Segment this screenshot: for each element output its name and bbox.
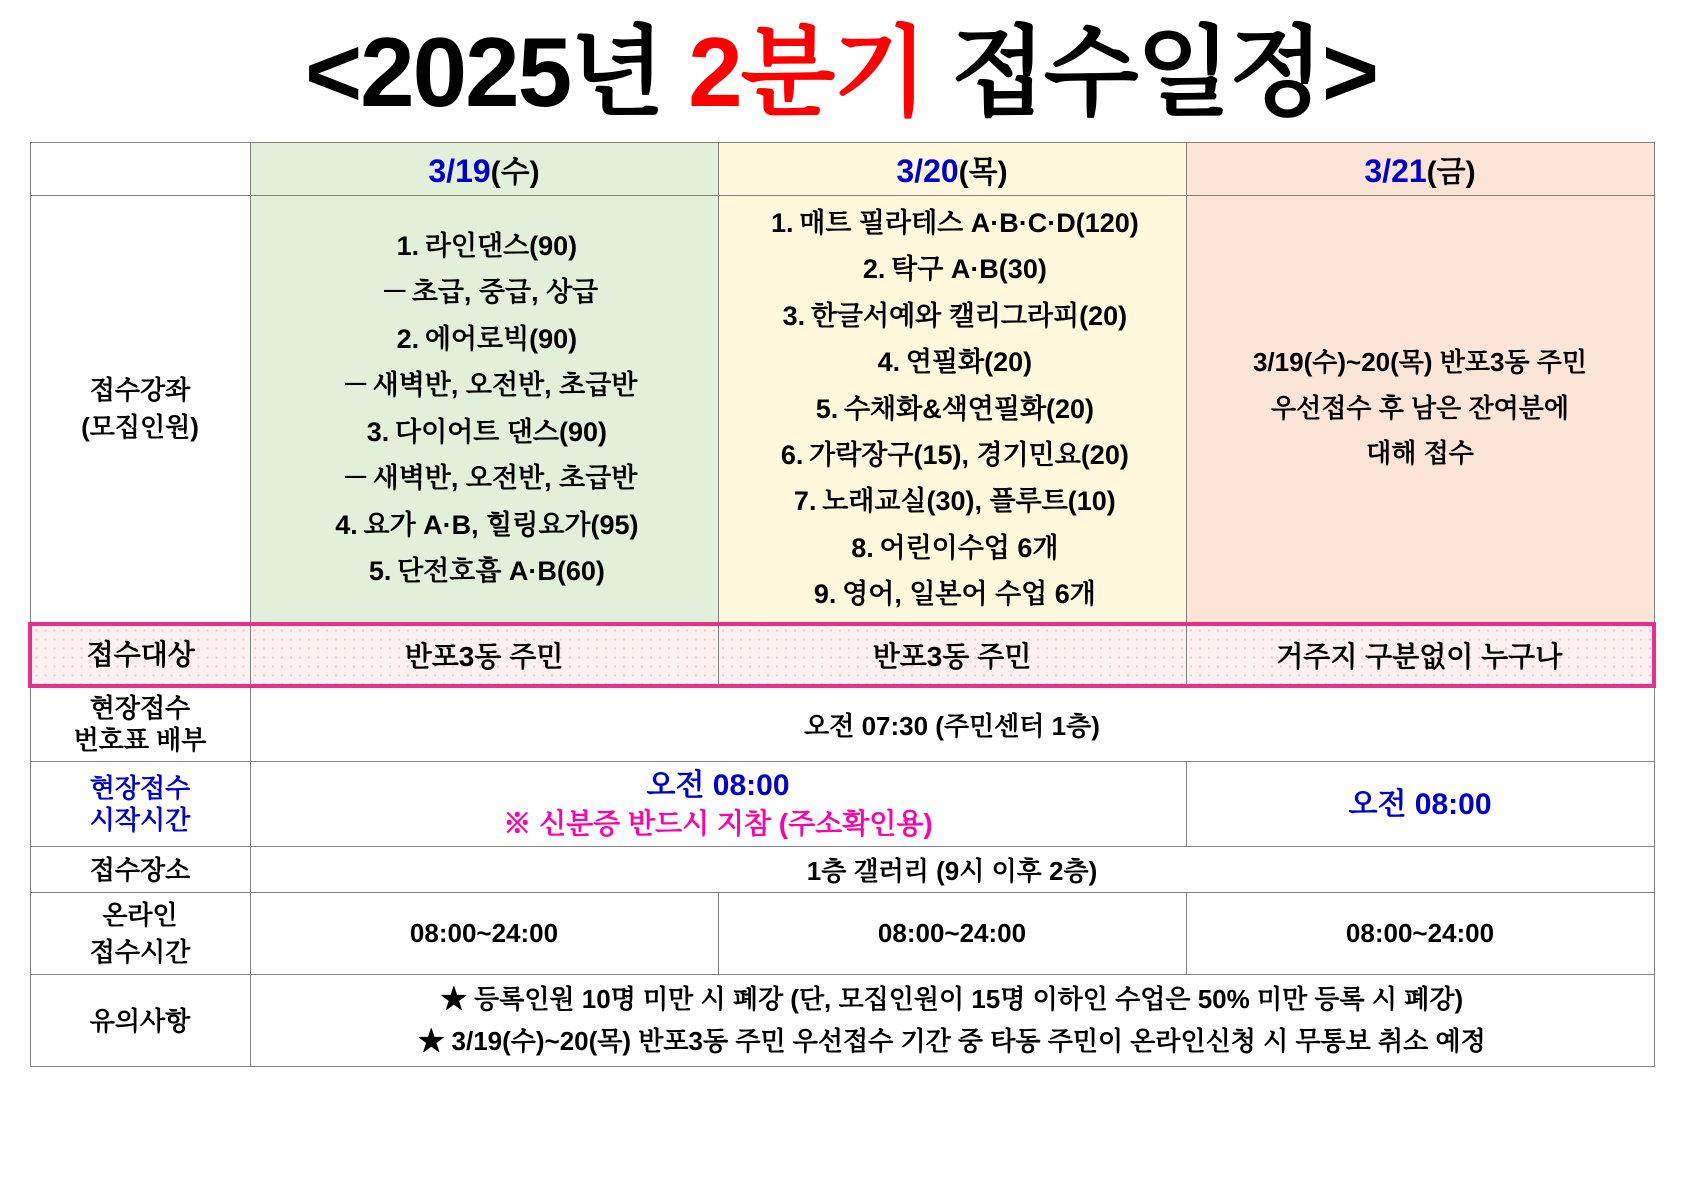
courses-row-label xyxy=(30,195,250,623)
header-date-thu xyxy=(718,142,1186,195)
course-text: 라인댄스(90) xyxy=(424,230,578,261)
online-label-line2: 접수시간 xyxy=(89,936,191,967)
course-text: 연필화(20) xyxy=(905,347,1033,378)
header-date-fri-day: (금) xyxy=(1426,155,1476,189)
course-item xyxy=(725,293,1180,339)
notes-row xyxy=(30,975,1654,1067)
onsite-ticket-label-line1: 현장접수 xyxy=(89,692,191,723)
course-number: 5. xyxy=(815,393,839,424)
course-text: 가락장구(15), 경기민요(20) xyxy=(809,439,1129,470)
start-time-wed-thu xyxy=(250,761,1186,847)
title-highlight: 2분기 xyxy=(688,17,926,127)
start-time-row xyxy=(30,761,1654,847)
course-item xyxy=(257,502,712,548)
course-item xyxy=(725,246,1180,292)
start-time-wed-thu-note: ※ 신분증 반드시 지참 (주소확인용) xyxy=(503,807,933,839)
course-text: 초급, 중급, 상급 xyxy=(411,277,599,308)
title-prefix: <2025년 xyxy=(304,17,689,127)
onsite-ticket-label-line2: 번호표 배부 xyxy=(73,725,207,756)
header-date-wed-date: 3/19 xyxy=(428,152,491,189)
schedule-table xyxy=(28,142,1656,1068)
start-time-label-line1: 현장접수 xyxy=(89,772,191,803)
header-date-fri xyxy=(1186,142,1654,195)
header-blank-cell xyxy=(30,142,250,195)
course-item xyxy=(725,525,1180,571)
header-date-wed-day: (수) xyxy=(490,155,540,189)
onsite-ticket-value: 오전 07:30 (주민센터 1층) xyxy=(250,686,1654,762)
course-text: 매트 필라테스 A·B·C·D(120) xyxy=(799,207,1139,238)
course-item xyxy=(257,455,712,501)
course-number: 6. xyxy=(780,439,804,470)
online-wed: 08:00~24:00 xyxy=(250,893,718,975)
course-item xyxy=(257,362,712,408)
start-time-label-line2: 시작시간 xyxy=(89,805,191,836)
course-text: 새벽반, 오전반, 초급반 xyxy=(372,370,638,401)
table-header-row xyxy=(30,142,1654,195)
onsite-ticket-label xyxy=(30,686,250,762)
course-item xyxy=(257,409,712,455)
courses-label-line1: 접수강좌 xyxy=(89,375,191,406)
target-row-label: 접수대상 xyxy=(30,624,250,686)
course-number: － xyxy=(342,463,370,494)
courses-wed-cell xyxy=(250,195,718,623)
online-label-line1: 온라인 xyxy=(102,900,178,931)
course-number: 7. xyxy=(793,486,817,517)
online-thu: 08:00~24:00 xyxy=(718,893,1186,975)
place-row xyxy=(30,847,1654,893)
course-number: 1. xyxy=(396,230,420,261)
fri-note-line: 대해 접수 xyxy=(1366,438,1474,469)
course-text: 수채화&색연필화(20) xyxy=(843,393,1095,424)
course-item xyxy=(725,200,1180,246)
fri-note-line: 우선접수 후 남은 잔여분에 xyxy=(1271,392,1569,423)
header-date-thu-date: 3/20 xyxy=(896,152,959,189)
online-label xyxy=(30,893,250,975)
course-number: 3. xyxy=(366,416,390,447)
header-date-thu-day: (목) xyxy=(958,155,1008,189)
course-item xyxy=(725,339,1180,385)
note-line: ★ 3/19(수)~20(목) 반포3동 주민 우선접수 기간 중 타동 주민이 온라인신청 시 무통보 취소 예정 xyxy=(418,1025,1486,1056)
course-text: 요가 A·B, 힐링요가(95) xyxy=(363,509,639,540)
course-number: － xyxy=(342,370,370,401)
course-text: 단전호흡 A·B(60) xyxy=(397,556,605,587)
onsite-ticket-row xyxy=(30,686,1654,762)
header-date-fri-date: 3/21 xyxy=(1364,152,1427,189)
course-number: 1. xyxy=(770,207,794,238)
course-number: 9. xyxy=(813,579,837,610)
course-number: 8. xyxy=(851,532,874,563)
course-text: 다이어트 댄스(90) xyxy=(394,416,607,447)
course-text: 어린이수업 6개 xyxy=(879,532,1059,563)
course-item xyxy=(725,386,1180,432)
course-item xyxy=(725,571,1180,617)
course-number: 3. xyxy=(782,300,806,331)
start-time-label xyxy=(30,761,250,847)
title-suffix: 접수일정> xyxy=(925,17,1378,127)
online-row xyxy=(30,893,1654,975)
courses-label-line2: (모집인원) xyxy=(81,411,199,442)
course-text: 노래교실(30), 플루트(10) xyxy=(822,486,1116,517)
note-line: ★ 등록인원 10명 미만 시 폐강 (단, 모집인원이 15명 이하인 수업은 50% 미만 등록 시 폐강) xyxy=(440,984,1464,1015)
courses-thu-cell xyxy=(718,195,1186,623)
course-item xyxy=(257,269,712,315)
online-fri: 08:00~24:00 xyxy=(1186,893,1654,975)
place-value: 1층 갤러리 (9시 이후 2층) xyxy=(250,847,1654,893)
header-date-wed xyxy=(250,142,718,195)
target-wed: 반포3동 주민 xyxy=(250,624,718,686)
target-row xyxy=(30,624,1654,686)
place-label: 접수장소 xyxy=(30,847,250,893)
course-number: － xyxy=(381,277,409,308)
course-text: 한글서예와 캘리그라피(20) xyxy=(810,300,1128,331)
course-number: 2. xyxy=(862,254,886,285)
start-time-fri xyxy=(1186,761,1654,847)
course-number: 2. xyxy=(396,323,420,354)
fri-note-line: 3/19(수)~20(목) 반포3동 주민 xyxy=(1252,347,1588,378)
notes-label: 유의사항 xyxy=(30,975,250,1067)
target-thu: 반포3동 주민 xyxy=(718,624,1186,686)
courses-fri-note xyxy=(1186,195,1654,623)
course-number: 5. xyxy=(368,556,392,587)
course-text: 에어로빅(90) xyxy=(424,323,578,354)
courses-row xyxy=(30,195,1654,623)
course-text: 영어, 일본어 수업 6개 xyxy=(842,579,1096,610)
course-item xyxy=(257,223,712,269)
page-title xyxy=(28,18,1654,128)
start-time-fri-value: 오전 08:00 xyxy=(1348,787,1492,821)
course-number: 4. xyxy=(877,347,901,378)
course-item xyxy=(725,432,1180,478)
target-fri: 거주지 구분없이 누구나 xyxy=(1186,624,1654,686)
course-text: 탁구 A·B(30) xyxy=(891,254,1047,285)
course-number: 4. xyxy=(335,509,358,540)
course-item xyxy=(257,316,712,362)
course-item xyxy=(725,478,1180,524)
notes-value xyxy=(250,975,1654,1067)
course-item xyxy=(257,548,712,594)
start-time-wed-thu-main: 오전 08:00 xyxy=(646,768,790,802)
course-text: 새벽반, 오전반, 초급반 xyxy=(372,463,638,494)
